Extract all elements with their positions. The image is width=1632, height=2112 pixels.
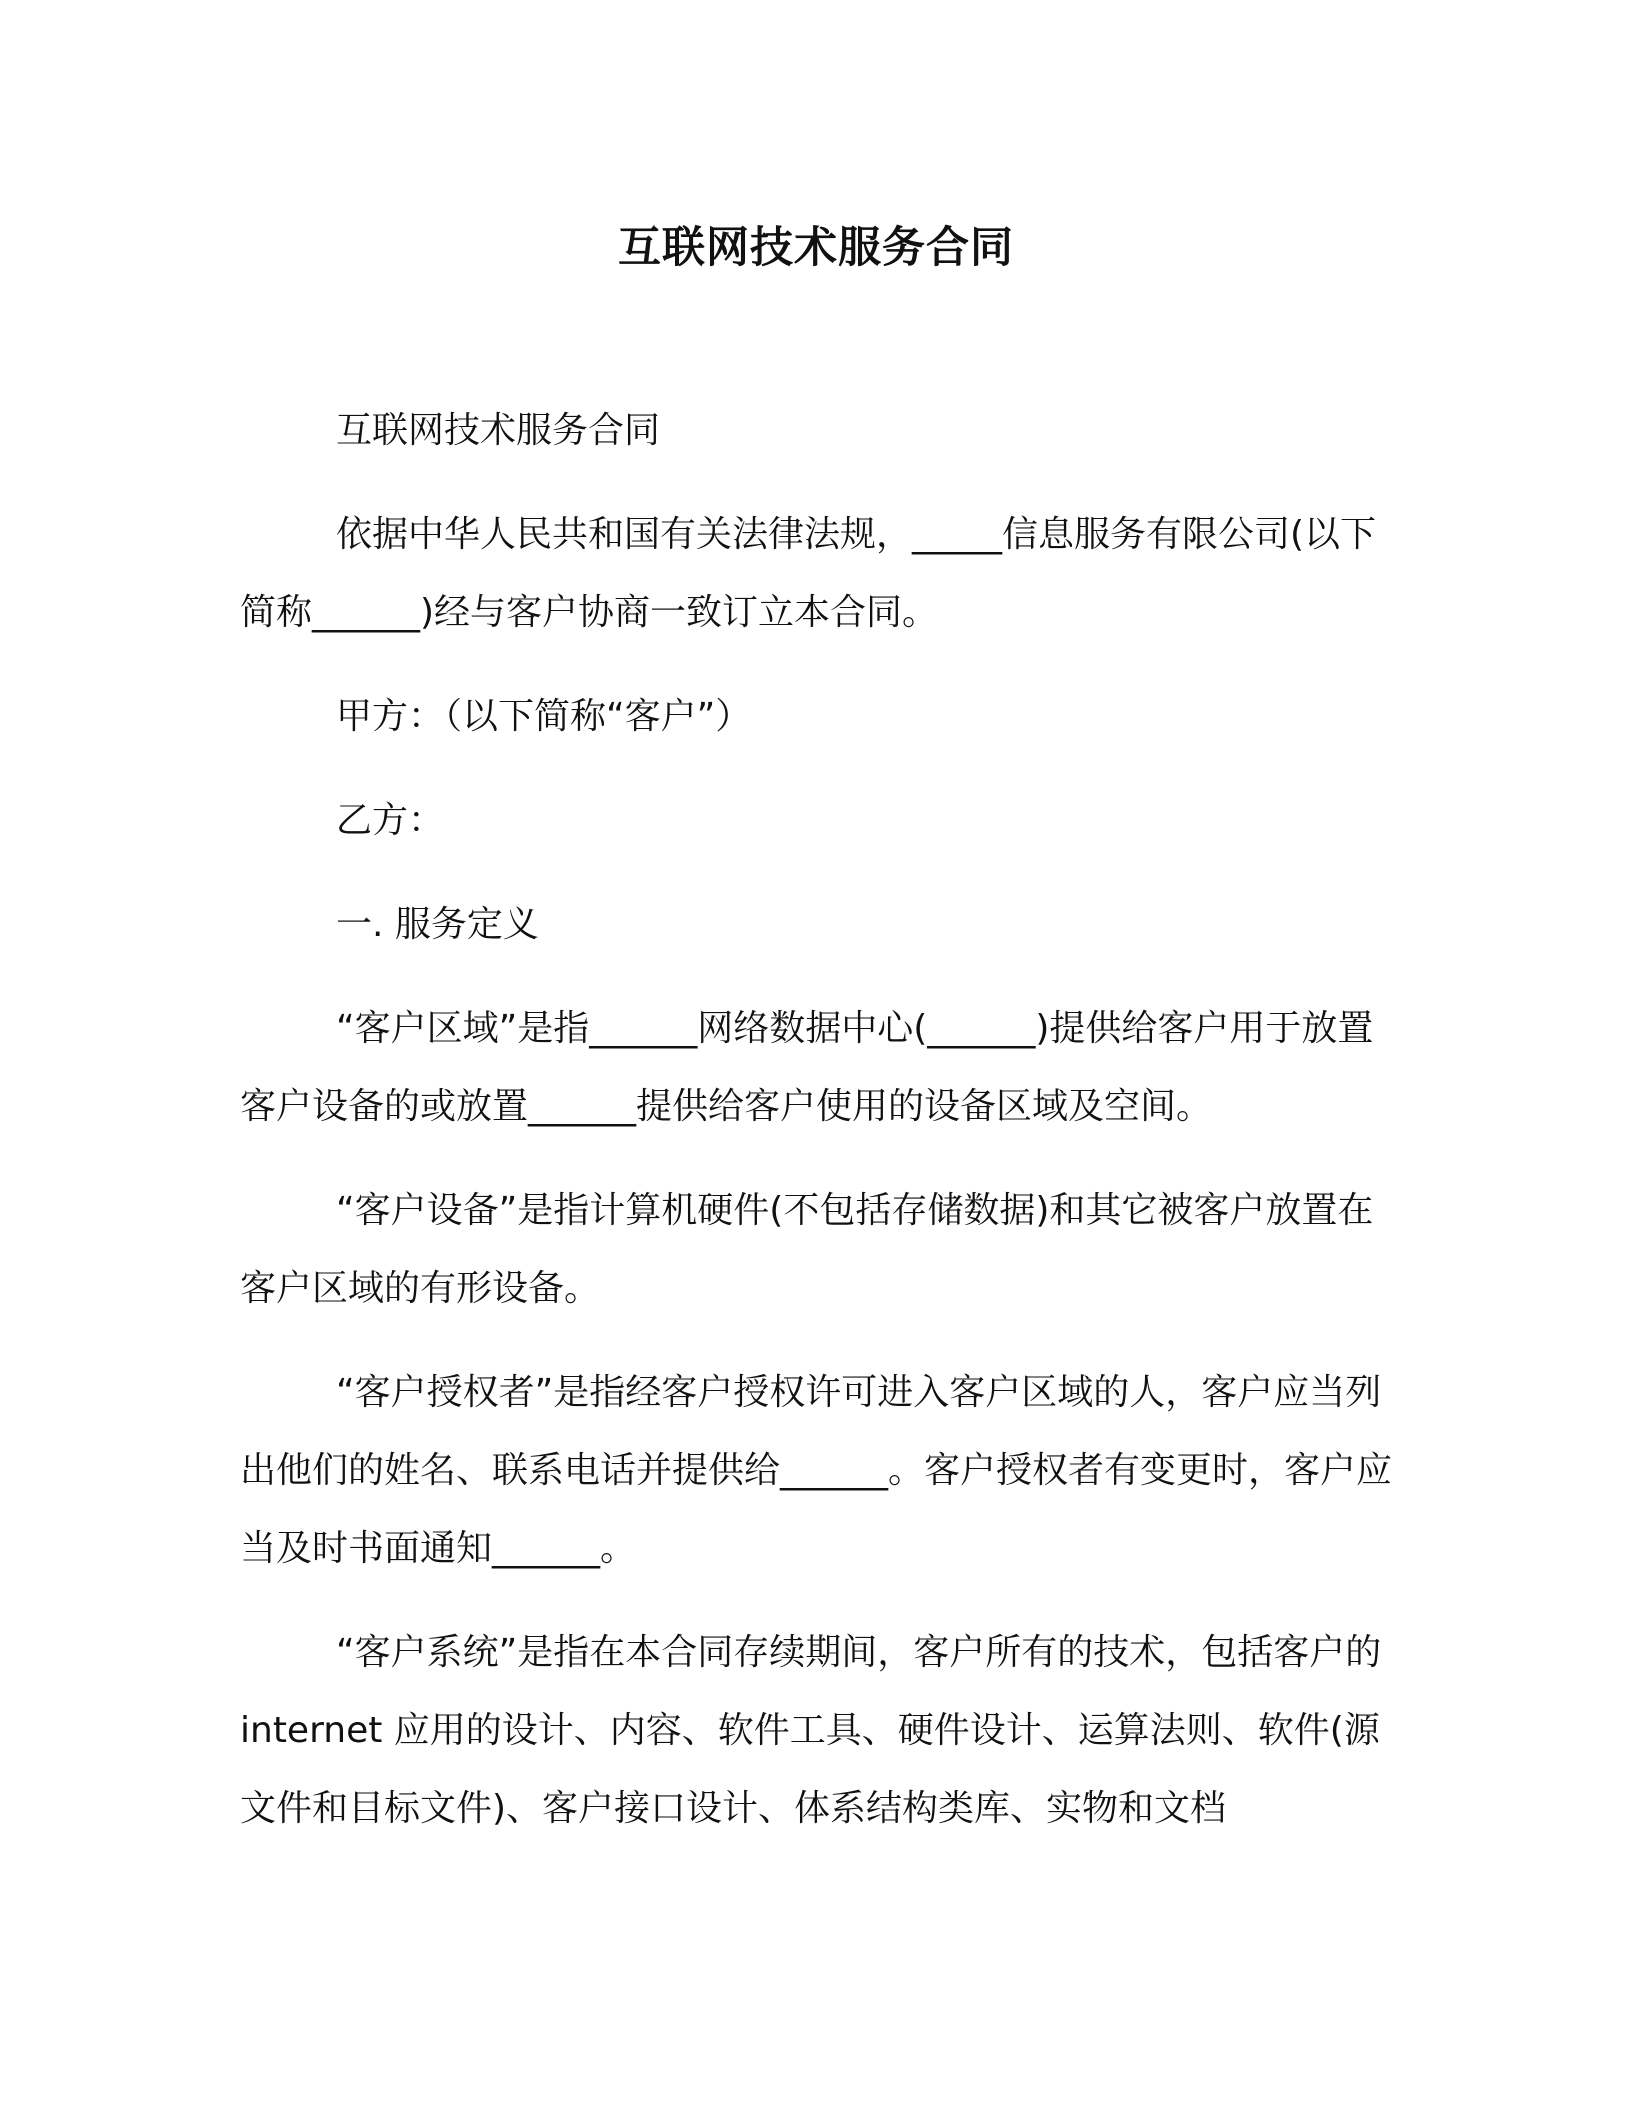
document-body — [240, 392, 1392, 1874]
paragraph-customer-equipment: “客户设备”是指计算机硬件(不包括存储数据)和其它被客户放置在客户区域的有形设备。 — [240, 1190, 1374, 1309]
paragraph-intro: 依据中华人民共和国有关法律法规，_____信息服务有限公司(以下简称______)经与客户协商一致订立本合同。 — [240, 514, 1377, 633]
paragraph-customer-authorized: “客户授权者”是指经客户授权许可进入客户区域的人，客户应当列出他们的姓名、联系电话并提供给______。客户授权者有变更时，客户应当及时书面通知______。 — [240, 1372, 1393, 1569]
paragraph-customer-system: “客户系统”是指在本合同存续期间，客户所有的技术，包括客户的 internet 应用的设计、内容、软件工具、硬件设计、运算法则、软件(源文件和目标文件)、客户接口设计、体系结构类库、实物和文档 — [240, 1632, 1382, 1829]
document-title: 互联网技术服务合同 — [618, 223, 1014, 273]
section-heading-service-definition: 一. 服务定义 — [336, 904, 539, 945]
paragraph-subtitle: 互联网技术服务合同 — [336, 410, 661, 451]
paragraph-customer-area: “客户区域”是指______网络数据中心(______)提供给客户用于放置客户设备的或放置______提供给客户使用的设备区域及空间。 — [240, 1008, 1374, 1127]
paragraph-party-b: 乙方： — [336, 800, 445, 841]
paragraph-party-a: 甲方：（以下简称“客户”） — [336, 696, 752, 737]
